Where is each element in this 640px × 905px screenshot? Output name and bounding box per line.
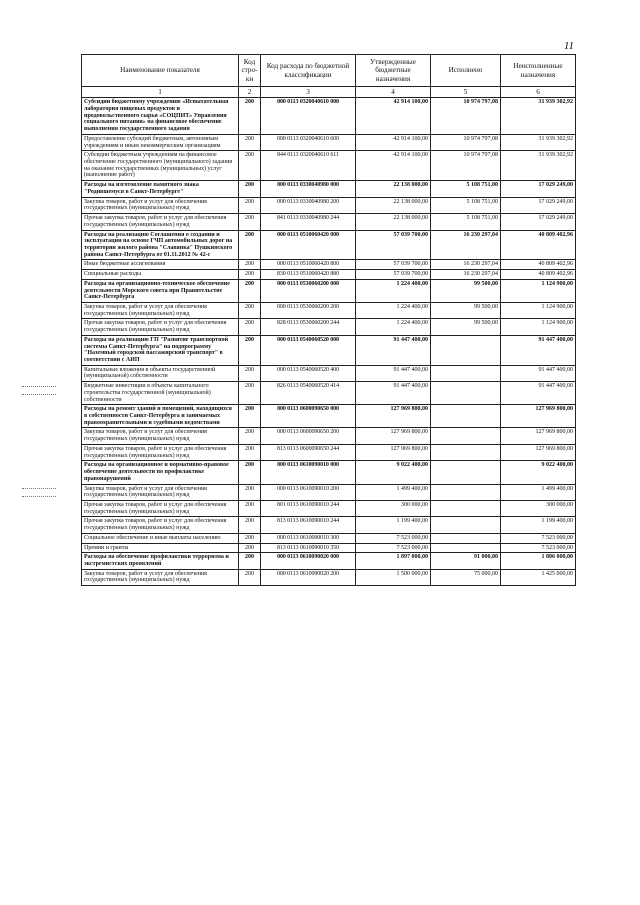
- row-approved: 127 969 800,00: [356, 428, 431, 444]
- row-executed: [431, 517, 501, 533]
- row-executed: [431, 543, 501, 553]
- row-line-code: 200: [239, 230, 261, 260]
- table-row: [82, 500, 576, 516]
- header-line-code: Код стро-ки: [239, 55, 261, 87]
- row-approved: 42 914 100,00: [356, 151, 431, 181]
- page-number: 11: [563, 40, 574, 52]
- row-line-code: 200: [239, 134, 261, 150]
- table-row: [82, 302, 576, 318]
- row-remaining: 127 969 800,00: [501, 405, 576, 428]
- table-row: [82, 335, 576, 365]
- row-remaining: 1 124 900,00: [501, 319, 576, 335]
- row-line-code: 200: [239, 444, 261, 460]
- row-name: Прочая закупка товаров, работ и услуг для обеспечения государственных (муниципальных) нужд: [82, 214, 239, 230]
- row-approved: 7 523 000,00: [356, 533, 431, 543]
- row-approved: 127 969 800,00: [356, 444, 431, 460]
- row-remaining: 9 022 400,00: [501, 461, 576, 484]
- row-name: Расходы на обеспечение профилактики терроризма и экстремистских проявлений: [82, 553, 239, 569]
- row-remaining: 1 199 400,00: [501, 517, 576, 533]
- row-executed: [431, 405, 501, 428]
- row-approved: 22 138 000,00: [356, 181, 431, 197]
- table-header-row: [82, 55, 576, 87]
- row-name: Субсидии бюджетному учреждению «Испытательная лаборатория пищевых продуктов и продовольственного сырья «СОЦПИТ» Управления социального питания» на финансовое обеспечение выполнения государственного задания: [82, 98, 239, 135]
- row-name: Предоставление субсидий бюджетным, автономным учреждениям и иным некоммерческим организациям: [82, 134, 239, 150]
- column-number: 6: [501, 87, 576, 98]
- row-approved: 1 224 400,00: [356, 279, 431, 302]
- table-row: [82, 428, 576, 444]
- row-budget-code: 000 0113 0320040610 600: [261, 134, 356, 150]
- row-remaining: 31 939 302,92: [501, 98, 576, 135]
- row-name: Расходы на ремонт зданий и помещений, находящихся в собственности Санкт-Петербурга и занимаемых правоохранительными и судебными ведомствами: [82, 405, 239, 428]
- column-number: 3: [261, 87, 356, 98]
- row-executed: 10 974 797,08: [431, 98, 501, 135]
- row-budget-code: 000 0113 0330040980 200: [261, 197, 356, 213]
- row-line-code: 200: [239, 543, 261, 553]
- row-remaining: 1 806 000,00: [501, 553, 576, 569]
- row-name: Прочая закупка товаров, работ и услуг для обеспечения государственных (муниципальных) нужд: [82, 319, 239, 335]
- row-budget-code: 000 0113 0510060420 800: [261, 260, 356, 270]
- table-row: [82, 553, 576, 569]
- row-remaining: 91 447 400,00: [501, 335, 576, 365]
- row-line-code: 200: [239, 500, 261, 516]
- row-budget-code: 000 0113 0610090010 000: [261, 461, 356, 484]
- row-remaining: 1 425 000,00: [501, 569, 576, 585]
- column-number: 5: [431, 87, 501, 98]
- row-name: Субсидии бюджетным учреждениям на финансовое обеспечение государственного (муниципального) задания на оказание государственных (муниципальных) услуг (выполнение работ): [82, 151, 239, 181]
- row-executed: 99 500,00: [431, 302, 501, 318]
- row-line-code: 200: [239, 151, 261, 181]
- table-row: [82, 405, 576, 428]
- row-budget-code: 826 0113 0540060520 414: [261, 382, 356, 405]
- row-budget-code: 000 0113 0530060200 200: [261, 302, 356, 318]
- row-approved: 1 199 400,00: [356, 517, 431, 533]
- row-line-code: 200: [239, 319, 261, 335]
- row-line-code: 200: [239, 260, 261, 270]
- column-number-row: [82, 87, 576, 98]
- table-row: [82, 134, 576, 150]
- row-remaining: 40 809 402,96: [501, 270, 576, 280]
- table-row: [82, 181, 576, 197]
- row-executed: [431, 382, 501, 405]
- row-budget-code: 000 0113 0600090650 000: [261, 405, 356, 428]
- row-line-code: 200: [239, 181, 261, 197]
- row-approved: 22 138 000,00: [356, 214, 431, 230]
- row-approved: 1 897 000,00: [356, 553, 431, 569]
- row-executed: [431, 461, 501, 484]
- row-remaining: 31 939 302,92: [501, 134, 576, 150]
- row-remaining: 1 124 900,00: [501, 302, 576, 318]
- table-row: [82, 319, 576, 335]
- row-line-code: 200: [239, 569, 261, 585]
- row-remaining: 1 124 900,00: [501, 279, 576, 302]
- row-executed: [431, 444, 501, 460]
- row-budget-code: 813 0113 0610090010 350: [261, 543, 356, 553]
- table-row: [82, 214, 576, 230]
- row-remaining: 7 523 000,00: [501, 533, 576, 543]
- row-line-code: 200: [239, 428, 261, 444]
- row-line-code: 200: [239, 553, 261, 569]
- row-executed: [431, 484, 501, 500]
- row-approved: 1 224 400,00: [356, 319, 431, 335]
- row-line-code: 200: [239, 335, 261, 365]
- row-line-code: 200: [239, 405, 261, 428]
- table-row: [82, 543, 576, 553]
- margin-mark: [22, 392, 56, 398]
- row-name: Прочая закупка товаров, работ и услуг для обеспечения государственных (муниципальных) нужд: [82, 444, 239, 460]
- row-remaining: 17 029 249,00: [501, 181, 576, 197]
- row-executed: [431, 428, 501, 444]
- row-name: Прочая закупка товаров, работ и услуг для обеспечения государственных (муниципальных) нужд: [82, 517, 239, 533]
- row-executed: 99 500,00: [431, 319, 501, 335]
- column-number: 1: [82, 87, 239, 98]
- row-line-code: 200: [239, 365, 261, 381]
- row-line-code: 200: [239, 533, 261, 543]
- row-executed: 5 108 751,00: [431, 197, 501, 213]
- row-remaining: 91 447 400,00: [501, 365, 576, 381]
- header-executed: Исполнено: [431, 55, 501, 87]
- row-remaining: 17 029 249,00: [501, 197, 576, 213]
- row-name: Расходы на организационно-техническое обеспечение деятельности Морского совета при Правительстве Санкт-Петербурга: [82, 279, 239, 302]
- row-approved: 42 914 100,00: [356, 98, 431, 135]
- row-remaining: 7 523 000,00: [501, 543, 576, 553]
- header-remaining: Неисполненные назначения: [501, 55, 576, 87]
- row-budget-code: 000 0113 0330040980 000: [261, 181, 356, 197]
- row-name: Капитальные вложения в объекты государственной (муниципальной) собственности: [82, 365, 239, 381]
- row-name: Иные бюджетные ассигнования: [82, 260, 239, 270]
- row-executed: [431, 500, 501, 516]
- row-name: Расходы на изготовление памятного знака "Родившемуся в Санкт-Петербурге": [82, 181, 239, 197]
- row-budget-code: 000 0113 0530060200 000: [261, 279, 356, 302]
- row-line-code: 200: [239, 484, 261, 500]
- row-approved: 1 499 400,00: [356, 484, 431, 500]
- row-budget-code: 000 0113 0610090010 300: [261, 533, 356, 543]
- budget-execution-table: [81, 54, 576, 586]
- row-name: Закупка товаров, работ и услуг для обеспечения государственных (муниципальных) нужд: [82, 197, 239, 213]
- row-budget-code: 828 0113 0530060200 244: [261, 319, 356, 335]
- row-name: Закупка товаров, работ и услуг для обеспечения государственных (муниципальных) нужд: [82, 569, 239, 585]
- row-name: Расходы на организационное и нормативно-правовое обеспечение деятельности по профилактике правонарушений: [82, 461, 239, 484]
- row-line-code: 200: [239, 197, 261, 213]
- row-approved: 57 039 700,00: [356, 270, 431, 280]
- row-line-code: 200: [239, 279, 261, 302]
- row-approved: 57 039 700,00: [356, 230, 431, 260]
- table-row: [82, 365, 576, 381]
- row-executed: [431, 335, 501, 365]
- row-line-code: 200: [239, 302, 261, 318]
- table-row: [82, 151, 576, 181]
- row-approved: 91 447 400,00: [356, 335, 431, 365]
- row-executed: 10 974 797,08: [431, 134, 501, 150]
- row-name: Бюджетные инвестиции в объекты капитального строительства государственной (муниципальной) собственности: [82, 382, 239, 405]
- row-executed: 99 500,00: [431, 279, 501, 302]
- row-budget-code: 000 0113 0320040610 000: [261, 98, 356, 135]
- row-budget-code: 000 0113 0610090020 000: [261, 553, 356, 569]
- row-executed: 16 230 297,04: [431, 260, 501, 270]
- row-approved: 1 224 400,00: [356, 302, 431, 318]
- row-budget-code: 000 0113 0610090010 200: [261, 484, 356, 500]
- margin-mark: [22, 494, 56, 500]
- row-executed: [431, 365, 501, 381]
- row-name: Прочая закупка товаров, работ и услуг для обеспечения государственных (муниципальных) нужд: [82, 500, 239, 516]
- table-row: [82, 270, 576, 280]
- header-budget-code: Код расхода по бюджетной классификации: [261, 55, 356, 87]
- row-approved: 91 447 400,00: [356, 365, 431, 381]
- row-name: Премии и гранты: [82, 543, 239, 553]
- row-line-code: 200: [239, 98, 261, 135]
- row-executed: 10 974 797,08: [431, 151, 501, 181]
- row-approved: 300 000,00: [356, 500, 431, 516]
- row-approved: 57 039 700,00: [356, 260, 431, 270]
- table-body: [82, 98, 576, 586]
- row-budget-code: 801 0113 0610090010 244: [261, 500, 356, 516]
- row-budget-code: 000 0113 0510060420 000: [261, 230, 356, 260]
- row-executed: 91 000,00: [431, 553, 501, 569]
- header-approved: Утвержденные бюджетные назначения: [356, 55, 431, 87]
- row-remaining: 40 809 402,96: [501, 260, 576, 270]
- row-approved: 7 523 000,00: [356, 543, 431, 553]
- row-executed: 75 000,00: [431, 569, 501, 585]
- row-remaining: 17 029 249,00: [501, 214, 576, 230]
- row-budget-code: 813 0113 0600090650 244: [261, 444, 356, 460]
- row-executed: 16 230 297,04: [431, 270, 501, 280]
- row-remaining: 31 939 302,92: [501, 151, 576, 181]
- row-name: Специальные расходы: [82, 270, 239, 280]
- margin-mark: [22, 384, 56, 390]
- column-number: 2: [239, 87, 261, 98]
- row-budget-code: 830 0113 0510060420 880: [261, 270, 356, 280]
- row-name: Расходы на реализацию Соглашения о создании и эксплуатации на основе ГЧП автомобильных дорог на территории жилого района "Славянка" Пушкинского района Санкт-Петербурга от 01.11.2012 № 42-с: [82, 230, 239, 260]
- row-name: Закупка товаров, работ и услуг для обеспечения государственных (муниципальных) нужд: [82, 428, 239, 444]
- row-budget-code: 000 0113 0610090020 200: [261, 569, 356, 585]
- row-budget-code: 844 0113 0320040610 611: [261, 151, 356, 181]
- table-row: [82, 279, 576, 302]
- margin-mark: [22, 486, 56, 492]
- table-row: [82, 260, 576, 270]
- row-budget-code: 000 0113 0540060520 000: [261, 335, 356, 365]
- table-row: [82, 484, 576, 500]
- table-row: [82, 569, 576, 585]
- row-remaining: 127 969 800,00: [501, 444, 576, 460]
- row-approved: 9 022 400,00: [356, 461, 431, 484]
- row-name: Расходы на реализацию ГП "Развитие транспортной системы Санкт-Петербурга" на подпрограмму "Наземный городской пассажирский транспорт" в соответствии с АИП: [82, 335, 239, 365]
- row-remaining: 127 969 800,00: [501, 428, 576, 444]
- row-line-code: 200: [239, 214, 261, 230]
- row-approved: 42 914 100,00: [356, 134, 431, 150]
- row-budget-code: 000 0113 0600090650 200: [261, 428, 356, 444]
- row-name: Социальное обеспечение и иные выплаты населению: [82, 533, 239, 543]
- row-executed: 5 108 751,00: [431, 214, 501, 230]
- row-approved: 22 138 000,00: [356, 197, 431, 213]
- table-row: [82, 517, 576, 533]
- row-approved: 91 447 400,00: [356, 382, 431, 405]
- table-row: [82, 230, 576, 260]
- row-remaining: 1 499 400,00: [501, 484, 576, 500]
- row-executed: [431, 533, 501, 543]
- row-line-code: 200: [239, 517, 261, 533]
- row-remaining: 40 809 402,96: [501, 230, 576, 260]
- row-approved: 127 969 800,00: [356, 405, 431, 428]
- row-budget-code: 813 0113 0610090010 244: [261, 517, 356, 533]
- row-budget-code: 000 0113 0540060520 400: [261, 365, 356, 381]
- row-name: Закупка товаров, работ и услуг для обеспечения государственных (муниципальных) нужд: [82, 484, 239, 500]
- row-remaining: 300 000,00: [501, 500, 576, 516]
- row-line-code: 200: [239, 270, 261, 280]
- row-executed: 16 230 297,04: [431, 230, 501, 260]
- row-executed: 5 108 751,00: [431, 181, 501, 197]
- table-row: [82, 382, 576, 405]
- table-row: [82, 444, 576, 460]
- column-number: 4: [356, 87, 431, 98]
- row-remaining: 91 447 400,00: [501, 382, 576, 405]
- row-line-code: 200: [239, 382, 261, 405]
- table-row: [82, 461, 576, 484]
- table-row: [82, 98, 576, 135]
- row-name: Закупка товаров, работ и услуг для обеспечения государственных (муниципальных) нужд: [82, 302, 239, 318]
- row-approved: 1 500 000,00: [356, 569, 431, 585]
- table-row: [82, 197, 576, 213]
- table-row: [82, 533, 576, 543]
- header-name: Наименование показателя: [82, 55, 239, 87]
- row-line-code: 200: [239, 461, 261, 484]
- row-budget-code: 841 0113 0330040980 244: [261, 214, 356, 230]
